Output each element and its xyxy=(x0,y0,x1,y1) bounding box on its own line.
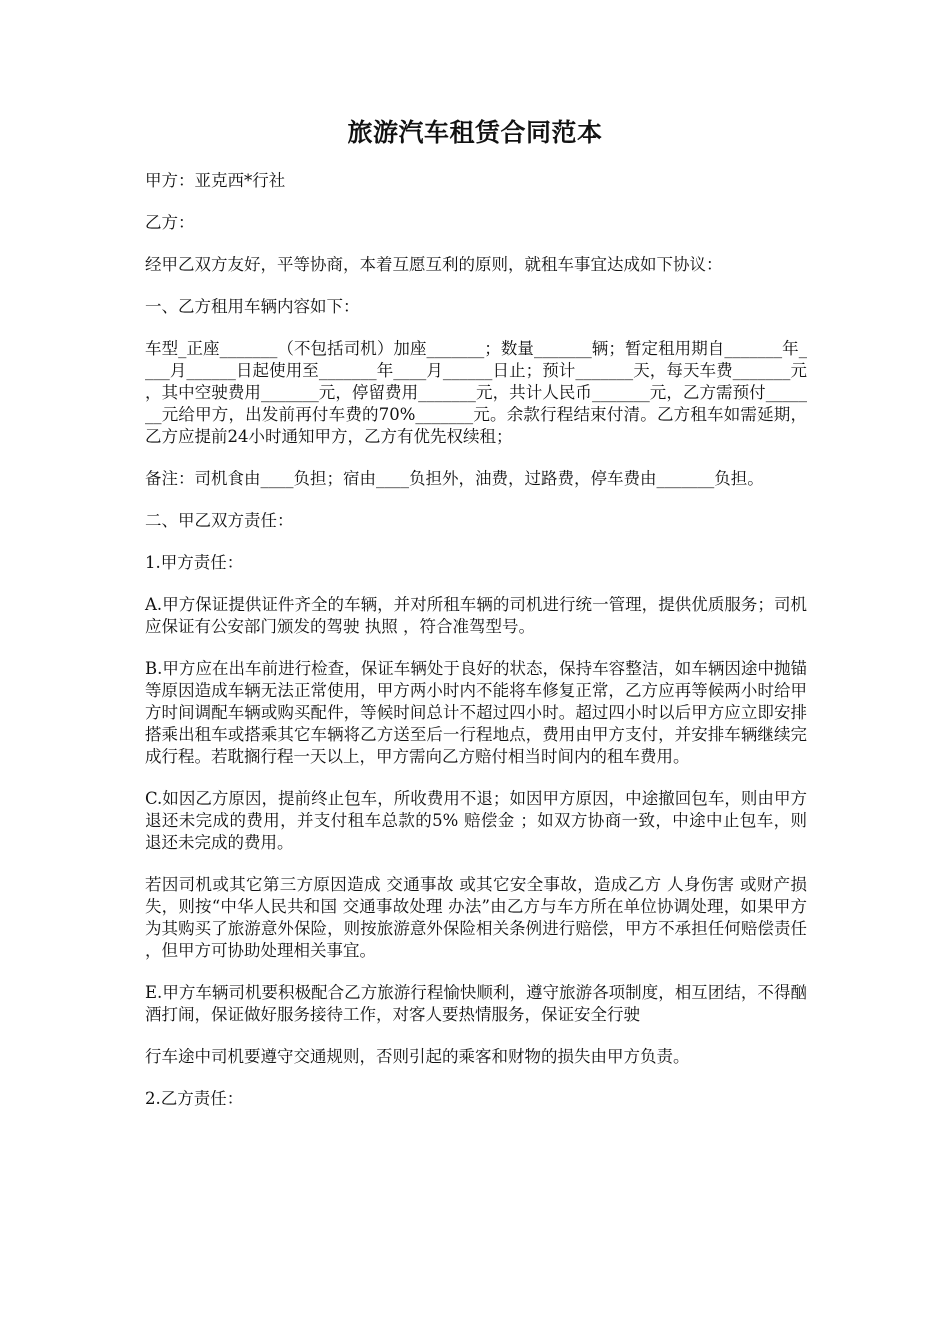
remarks-paragraph: 备注：司机食由____负担；宿由____负担外，油费，过路费，停车费由_______负担。 xyxy=(145,469,764,488)
party-a-line: 甲方：亚克西*行社 xyxy=(145,171,286,190)
traffic-rules-paragraph: 行车途中司机要遵守交通规则，否则引起的乘客和财物的损失由甲方负责。 xyxy=(145,1047,690,1066)
clause-b-paragraph: B.甲方应在出车前进行检查，保证车辆处于良好的状态，保持车容整洁，如车辆因途中抛锚等原因造成车辆无法正常使用，甲方两小时内不能将车修复正常，乙方应再等候两小时给甲方时间调配车辆或购买配件，等候时间总计不超过四小时。超过四小时以后甲方应立即安排搭乘出租车或搭乘其它车辆将乙方送至后一行程地点，费用由甲方支付，并安排车辆继续完成行程。若耽搁行程一天以上，甲方需向乙方赔付相当时间内的租车费用。 xyxy=(145,659,807,766)
vehicle-terms-paragraph: 车型_正座_______（不包括司机）加座_______；数量_______辆；暂定租用期自_______年____月______日起使用至_______年____月______日止；预计_______天，每天车费_______元，其中空驶费用_______元，停留费用_______元，共计人民币_______元，乙方需预付_______元给甲方，出发前再付车费的70%_______元。余款行程结束付清。乙方租车如需延期，乙方应提前24小时通知甲方，乙方有优先权续租； xyxy=(145,339,807,446)
document-body xyxy=(145,170,807,1130)
party-b-duties-heading: 2.乙方责任： xyxy=(145,1089,244,1108)
clause-c-paragraph: C.如因乙方原因，提前终止包车，所收费用不退；如因甲方原因，中途撤回包车，则由甲方退还未完成的费用，并支付租车总款的5% 赔偿金 ；如双方协商一致，中途中止包车，则退还未完成的费用。 xyxy=(145,789,807,852)
clause-a-paragraph: A.甲方保证提供证件齐全的车辆，并对所租车辆的司机进行统一管理，提供优质服务；司机应保证有公安部门颁发的驾驶 执照 ，符合准驾型号。 xyxy=(145,595,807,636)
accident-clause-paragraph: 若因司机或其它第三方原因造成 交通事故 或其它安全事故，造成乙方 人身伤害 或财产损失，则按“中华人民共和国 交通事故处理 办法”由乙方与车方所在单位协调处理，如果甲方为其购买了旅游意外保险，则按旅游意外保险相关条例进行赔偿，甲方不承担任何赔偿责任，但甲方可协助处理相关事宜。 xyxy=(145,875,807,960)
preamble-paragraph: 经甲乙双方友好，平等协商，本着互愿互利的原则，就租车事宜达成如下协议： xyxy=(145,255,723,274)
clause-e-paragraph: E.甲方车辆司机要积极配合乙方旅游行程愉快顺利，遵守旅游各项制度，相互团结，不得酗酒打闹，保证做好服务接待工作，对客人要热情服务，保证安全行驶 xyxy=(145,983,807,1024)
section-1-heading: 一、乙方租用车辆内容如下： xyxy=(145,297,360,316)
party-b-line: 乙方： xyxy=(145,213,195,232)
party-a-duties-heading: 1.甲方责任： xyxy=(145,553,244,572)
section-2-heading: 二、甲乙双方责任： xyxy=(145,511,294,530)
document-title: 旅游汽车租赁合同范本 xyxy=(347,118,603,147)
